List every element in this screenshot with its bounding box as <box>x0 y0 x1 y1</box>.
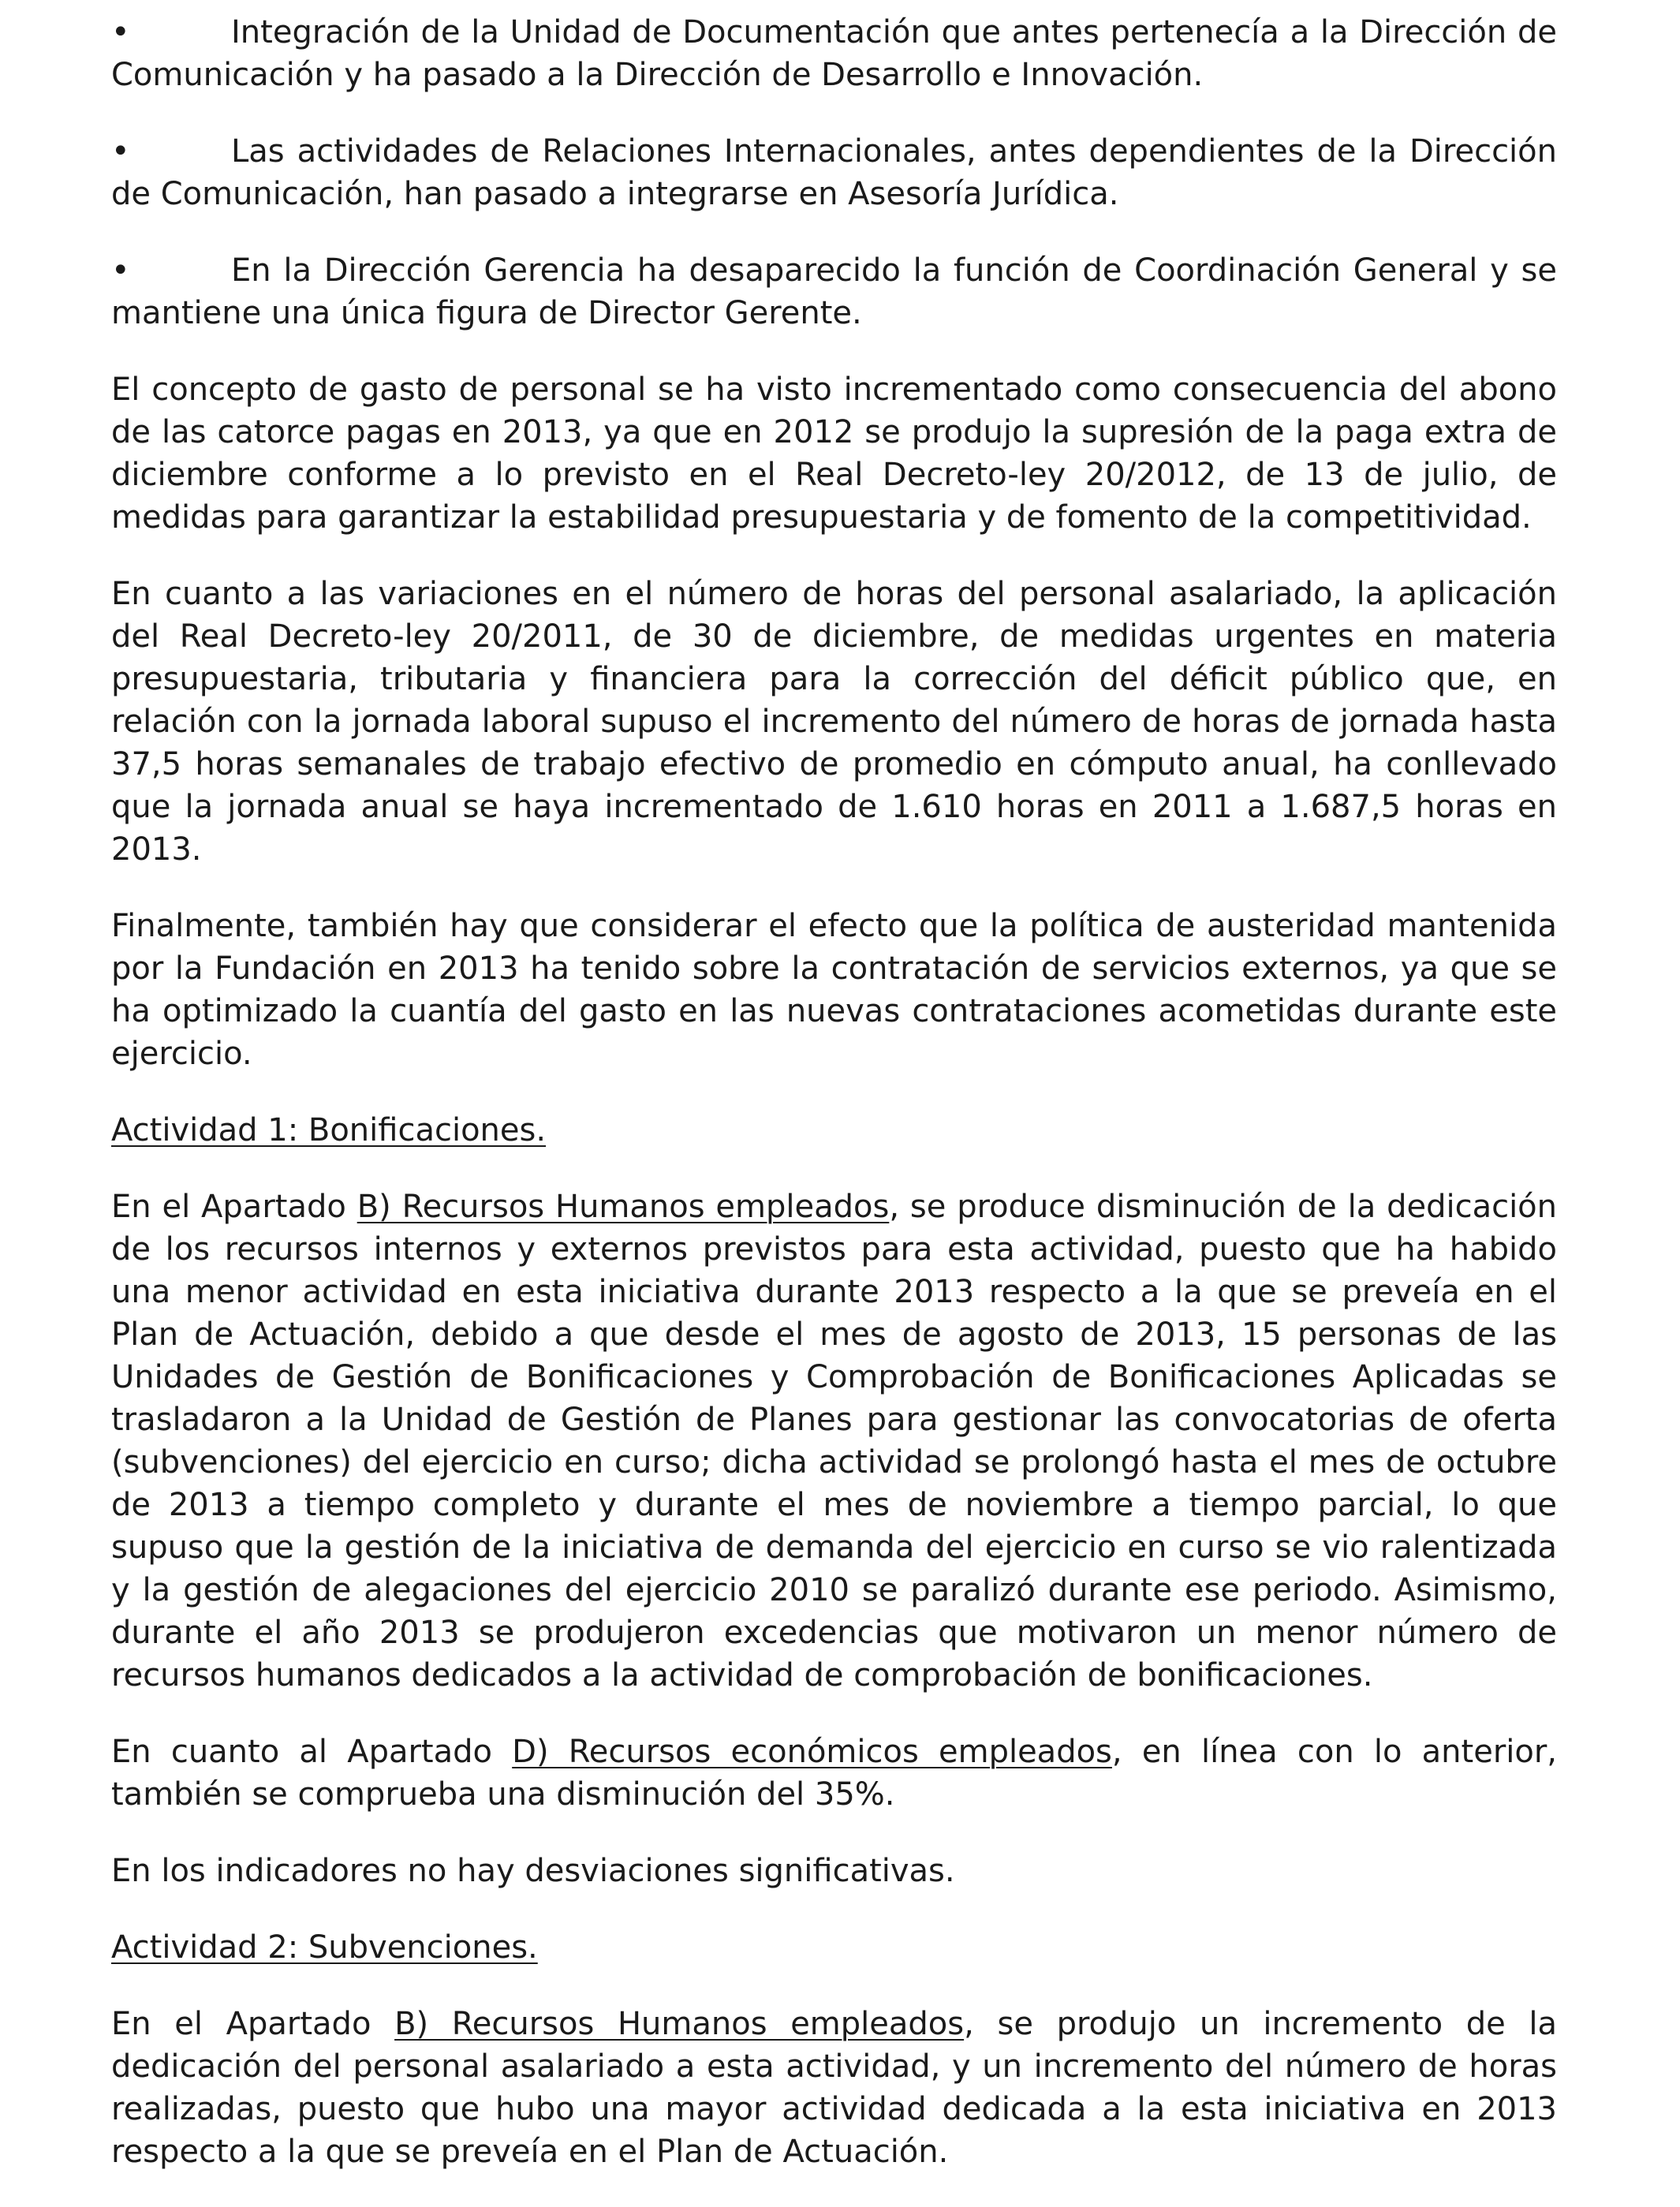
bullet-text: En la Dirección Gerencia ha desaparecido la función de Coordinación General y se mantiene una única figura de Director Gerente. <box>111 252 1557 331</box>
paragraph-horas-personal: En cuanto a las variaciones en el número de horas del personal asalariado, la aplicación del Real Decreto-ley 20/2011, de 30 de diciembre, de medidas urgentes en materia presupuestaria, tributaria y financiera para la corrección del déficit público que, en relación con la jornada laboral supuso el incremento del número de horas de jornada hasta 37,5 horas semanales de trabajo efectivo de promedio en cómputo anual, ha conllevado que la jornada anual se haya incrementado de 1.610 horas en 2011 a 1.687,5 horas en 2013. <box>111 576 1557 868</box>
paragraph-actividad2-rrhh <box>111 2003 1557 2173</box>
section-heading-actividad-2: Actividad 2: Subvenciones. <box>111 1929 538 1966</box>
text-prefix: En el Apartado <box>111 2006 395 2042</box>
paragraph-gasto-personal: El concepto de gasto de personal se ha visto incrementado como consecuencia del abono de las catorce pagas en 2013, ya que en 2012 se produjo la supresión de la paga extra de diciembre conforme a lo previsto en el Real Decreto-ley 20/2012, de 13 de julio, de medidas para garantizar la estabilidad presupuestaria y de fomento de la competitividad. <box>111 372 1557 536</box>
bullet-text: Integración de la Unidad de Documentación que antes pertenecía a la Dirección de Comunicación y ha pasado a la Dirección de Desarrollo e Innovación. <box>111 14 1557 93</box>
text-body: , en línea con lo anterior, también se comprueba una disminución del 35%. <box>111 1734 1558 1813</box>
section-heading-actividad-1: Actividad 1: Bonificaciones. <box>111 1112 547 1148</box>
bullet-icon: • <box>111 252 130 289</box>
bullet-item-relaciones <box>111 130 1557 215</box>
bullet-text: Las actividades de Relaciones Internacionales, antes dependientes de la Dirección de Comunicación, han pasado a integrarse en Asesoría Jurídica. <box>111 133 1557 212</box>
text-prefix: En cuanto al Apartado <box>111 1734 513 1770</box>
paragraph-austeridad: Finalmente, también hay que considerar el efecto que la política de austeridad mantenida por la Fundación en 2013 ha tenido sobre la contratación de servicios externos, ya que se ha optimizado la cuantía del gasto en las nuevas contrataciones acometidas durante este ejercicio. <box>111 908 1557 1072</box>
bullet-item-gerencia <box>111 249 1557 334</box>
document-page <box>111 11 1557 2207</box>
text-prefix: En el Apartado <box>111 1189 357 1225</box>
paragraph-actividad1-indicadores: En los indicadores no hay desviaciones significativas. <box>111 1853 955 1889</box>
text-body: , se produce disminución de la dedicación de los recursos internos y externos previstos para esta actividad, puesto que ha habido una menor actividad en esta iniciativa durante 2013 respecto a la que se preveía en el Plan de Actuación, debido a que desde el mes de agosto de 2013, 15 personas de las Unidades de Gestión de Bonificaciones y Comprobación de Bonificaciones Aplicadas se trasladaron a la Unidad de Gestión de Planes para gestionar las convocatorias de oferta (subvenciones) del ejercicio en curso; dicha actividad se prolongó hasta el mes de octubre de 2013 a tiempo completo y durante el mes de noviembre a tiempo parcial, lo que supuso que la gestión de la iniciativa de demanda del ejercicio en curso se vio ralentizada y la gestión de alegaciones del ejercicio 2010 se paralizó durante ese periodo. Asimismo, durante el año 2013 se produjeron excedencias que motivaron un menor número de recursos humanos dedicados a la actividad de comprobación de bonificaciones. <box>111 1189 1558 1694</box>
paragraph-actividad1-rrhh <box>111 1186 1557 1697</box>
section-reference: B) Recursos Humanos empleados <box>357 1189 890 1225</box>
bullet-icon: • <box>111 133 130 170</box>
text-body: , se produjo un incremento de la dedicación del personal asalariado a esta actividad, y un incremento del número de horas realizadas, puesto que hubo una mayor actividad dedicada a la esta iniciativa en 2013 respecto a la que se preveía en el Plan de Actuación. <box>111 2006 1557 2170</box>
section-reference: B) Recursos Humanos empleados <box>394 2006 965 2042</box>
section-reference: D) Recursos económicos empleados <box>512 1734 1112 1770</box>
bullet-item-documentacion <box>111 11 1557 96</box>
bullet-icon: • <box>111 14 130 50</box>
paragraph-actividad1-economicos <box>111 1731 1557 1816</box>
